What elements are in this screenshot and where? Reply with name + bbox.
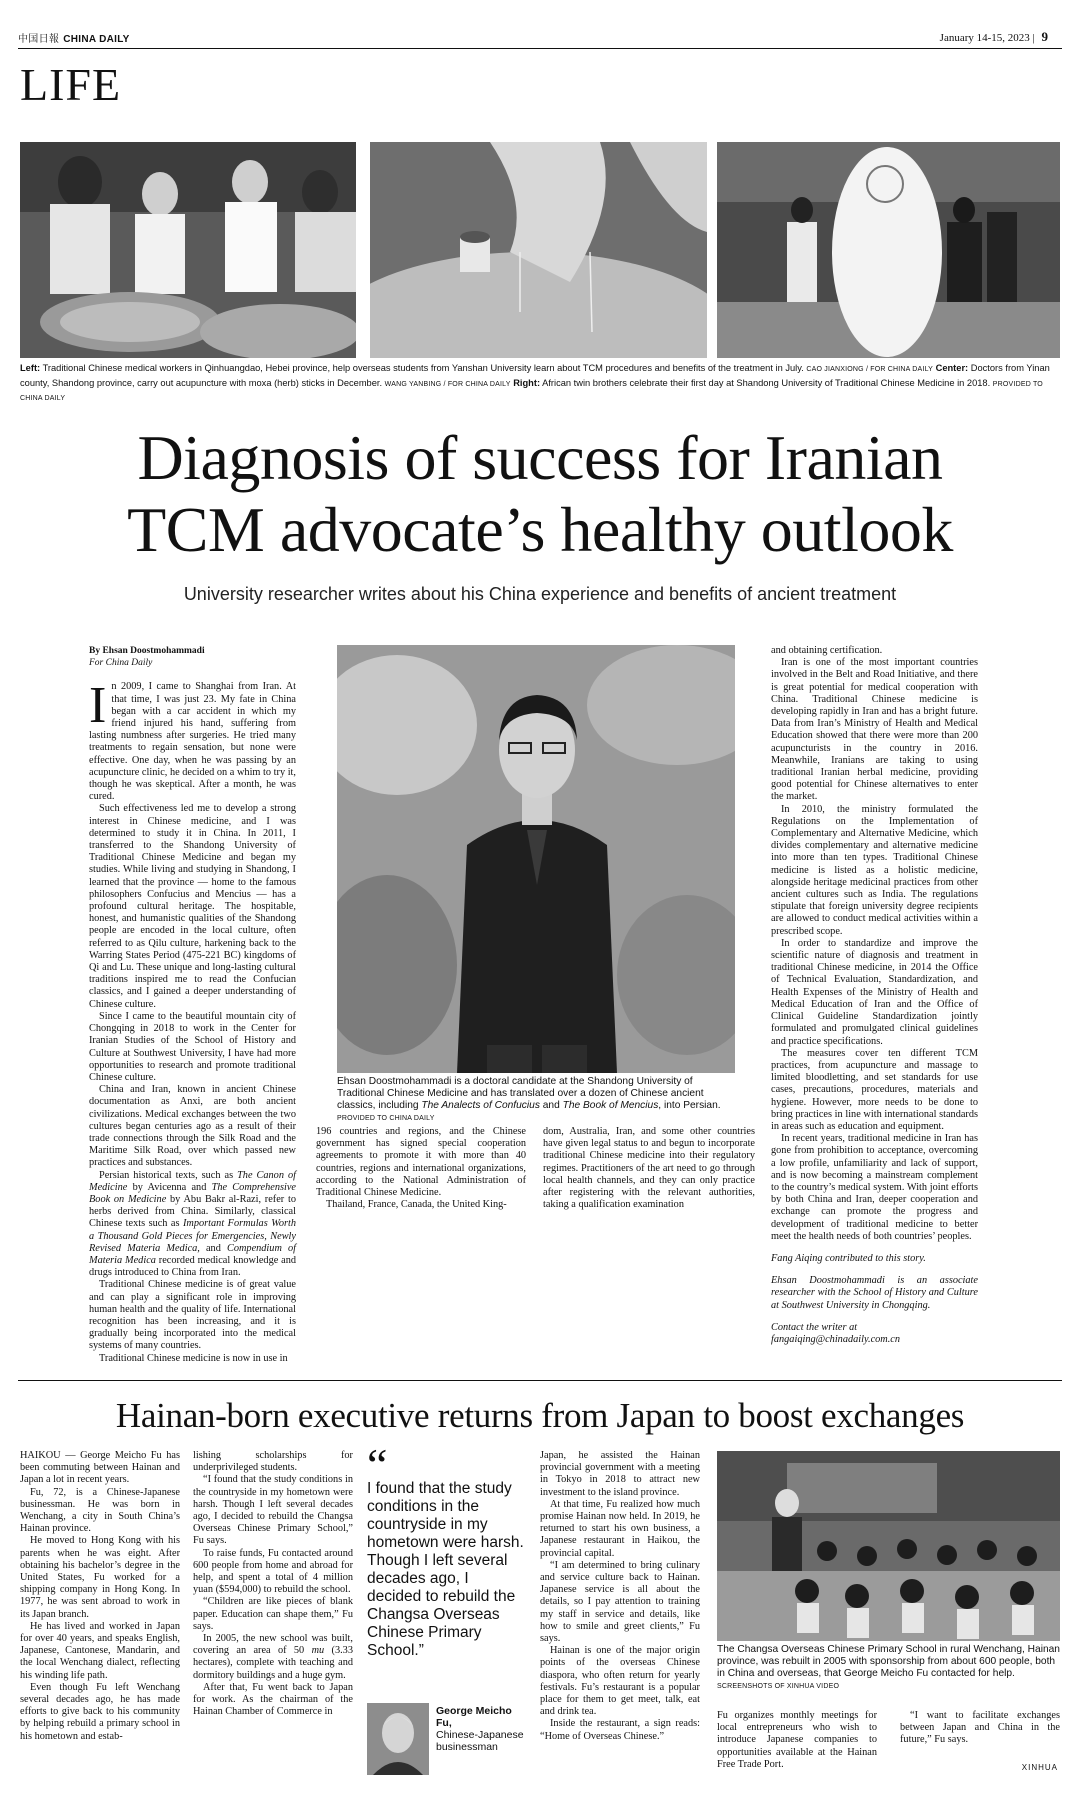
paragraph: Fu organizes monthly meetings for local entrepreneurs who wish to introduce Japanese companies to opportunities available at the Hainan Free Trade Port. [717,1710,877,1770]
quote-attribution [436,1705,528,1753]
story2-column-6 [900,1710,1060,1747]
photo-center-acupuncture [370,142,707,358]
section-title: LIFE [20,59,122,110]
paragraph: In recent years, traditional medicine in Iran has gone from prohibition to acceptance, overcoming a low profile, unfamiliarity and lack of support, and is now becoming a mainstream complement to the country’s medical system. With joint efforts by both China and Iran, deeper cooperation and exchange can promote the progress and development of traditional medicine to better meet the health needs of both countries’ peoples. [771,1133,978,1242]
caption-center-text: Doctors from Yinan county, Shandong province, carry out acupuncture with moxa (herb) sticks in December. [20,363,1050,388]
text-run: by Avicenna and [127,1181,212,1193]
author-bio: Ehsan Doostmohammadi is an associate researcher with the School of History and Culture at Southwest University in Chongqing. [771,1275,978,1311]
paragraph: “I found that the study conditions in the countryside in my hometown were harsh. Though I left several decades ago, I decided to rebuild the Changsa Overseas Chinese Primary School,” Fu says. [193,1474,353,1547]
dropcap: I [89,677,107,735]
page-number: 9 [1041,29,1048,44]
paragraph [89,1170,296,1280]
paragraph: Traditional Chinese medicine is now in use in [99,1352,288,1364]
text-run: and [199,1242,227,1254]
paragraph: China and Iran, known in ancient Chinese documentation as Anxi, are both ancient civilizations. Medical exchanges between the two cultures began centuries ago as a result of their trade connections through the Silk Road and the Maritime Silk Road, over which passed new practices and substances. [89,1084,296,1169]
caption-left-label: Left: [20,363,41,373]
byline: By Ehsan Doostmohammadi [89,646,205,656]
date-text: January 14-15, 2023 [939,32,1030,44]
paragraph-text: n 2009, I came to Shanghai from Iran. At that time, I was just 23. My fate in China began with a car accident in which my friend injured his hand, suffering from lasting numbness after surgeries. He tried many treatments to regain sensation, but none were effective. One day, when he was passing by an acupuncture clinic, he decided on a whim to try it, though he was skeptical. After a month, he was cured. [89,681,296,803]
text-run: by Abu Bakr al-Razi, refer to herbs derived from China. Similarly, classical Chinese texts such as [89,1193,296,1230]
caption-left-credit: CAO JIANXIONG / FOR CHINA DAILY [806,366,934,373]
paragraph [89,677,296,803]
top-photos-caption [20,362,1060,406]
portrait-caption [337,1076,735,1125]
caption-right-label: Right: [513,377,541,388]
story1-column-4 [771,645,978,1346]
paragraph: dom, Australia, Iran, and some other countries have given legal status to and begun to incorporate traditional Chinese medicine into their regulatory regimes. Practitioners of the art need to go through local health channels, and they can only practice after registering with the relevant authorities, taking a qualification examination [543,1126,755,1211]
paragraph: Japan, he assisted the Hainan provincial government with a meeting in Tokyo in 2018 to attract new investment to the island province. [540,1450,700,1498]
classroom-credit: SCREENSHOTS OF XINHUA VIDEO [717,1683,840,1690]
story2-column-2 [193,1450,353,1718]
story-divider [18,1380,1062,1381]
caption-center-label: Center: [935,363,969,373]
paragraph: He has lived and worked in Japan for over 40 years, and speaks English, Japanese, Cantonese, Mandarin, and the local Wenchang dialect, reflecting his winding life path. [20,1620,180,1681]
headline-line-1: Diagnosis of success for Iranian [137,422,943,493]
story2-column-1 [20,1450,180,1743]
story2-column-4 [540,1450,700,1743]
photo-right-twins [717,142,1060,358]
headline-line-2: TCM advocate’s healthy outlook [127,494,953,565]
paragraph [193,1633,353,1682]
agency-credit: XINHUA [1021,1763,1058,1772]
header-rule [18,48,1062,49]
paragraph: The measures cover ten different TCM practices, from acupuncture and massage to limited bloodletting, and set standards for use cases, precautions, procedures, materials and hygiene. However, more needs to be done to bring practices in line with international standards in areas such as education and equipment. [771,1047,978,1132]
byline-affiliation: For China Daily [89,658,153,669]
caption-text: Ehsan Doostmohammadi is a doctoral candidate at the Shandong University of Traditional Chinese Medicine and has translated over a dozen of Chinese ancient classics, including [337,1076,704,1111]
caption-text: and [539,1100,563,1111]
paragraph: In 2010, the ministry formulated the Regulations on the Implementation of Complementary and Alternative Medicine, which divides complementary and alternative medicine into more than ten types. Traditional Chinese medicine is listed as a holistic medicine, alongside heritage medicinal practices from other ancient cultures such as India. The regulations stipulate that foreign university degree recipients are allowed to conduct medical activities within a prescribed scope. [771,803,978,937]
paragraph: Inside the restaurant, a sign reads: “Home of Overseas Chinese.” [540,1718,700,1742]
story1-column-1 [89,645,296,1365]
paragraph: Since I came to the beautiful mountain city of Chongqing in 2018 to work in the Center for Iranian Studies of the School of History and Culture at Southwest University, I have had more opportunities to research and promote traditional Chinese culture. [89,1010,296,1083]
story1-column-3 [543,1126,755,1211]
text-run: (3.33 hectares), complete with teaching and dormitory buildings and a huge gym. [193,1645,353,1681]
paragraph: Thailand, France, Canada, the United King- [326,1199,507,1211]
quote-mark-icon: “ [367,1439,388,1490]
caption-text: , into Persian. [658,1100,721,1111]
contact-email[interactable]: fangaiqing@chinadaily.com.cn [771,1333,901,1345]
caption-center-credit: WANG YANBING / FOR CHINA DAILY [384,380,511,388]
paragraph: 196 countries and regions, and the Chinese government has signed special cooperation agreements to promote it with more than 40 countries, regions and international organizations, according to the National Administration of Traditional Chinese Medicine. [316,1126,526,1199]
quote-headshot [367,1703,429,1775]
text-run: recorded medical knowledge and drugs introduced to China from Iran. [89,1254,297,1279]
masthead-logo [18,30,130,45]
caption-right-text: African twin brothers celebrate their first day at Shandong University of Traditional Chinese Medicine in 2018. [542,377,991,388]
text-run: In 2005, the new school was built, covering an area of 50 [193,1633,353,1657]
book-title: The Canon of Medicine [89,1169,296,1193]
paragraph: “Children are like pieces of blank paper. Education can shape them,” Fu says. [193,1596,353,1632]
contact-label: Contact the writer at [771,1321,858,1333]
quote-name: George Meicho Fu, [436,1705,512,1729]
paragraph: and obtaining certification. [771,645,883,656]
paragraph: HAIKOU — George Meicho Fu has been commuting between Hainan and Japan a lot in recent years. [20,1450,180,1486]
book-title: Compendium of Materia Medica [89,1242,297,1266]
paragraph: After that, Fu went back to Japan for work. As the chairman of the Hainan Chamber of Commerce in [193,1681,353,1718]
logo-chinese: 中国日報 [18,34,60,45]
paragraph: In order to standardize and improve the scientific nature of diagnosis and treatment in traditional Chinese medicine, in 2014 the Office of Technical Evaluation, Standardization, and Health Expenses of the Ministry of Health and Medical Education of Iran and the Office of Clinical Guideline Standardization jointly formulated and promulgated clinical guidelines and practice specifications. [771,937,978,1047]
story2-headline: Hainan-born executive returns from Japan to boost exchanges [115,1396,965,1435]
book-title: The Book of Mencius [562,1100,659,1111]
paragraph: At that time, Fu realized how much promise Hainan now held. In 2019, he returned to start his own business, a Japanese restaurant in Haikou, the provincial capital. [540,1498,700,1559]
pull-quote-text: I found that the study conditions in the countryside in my hometown were harsh. Though I left several decades ago, I decided to rebuild the Changsa Overseas Chinese Primary School.” [367,1480,524,1659]
caption-left-text: Traditional Chinese medical workers in Qinhuangdao, Hebei province, help overseas students from Yanshan University learn about TCM procedures and benefits of the treatment in July. [42,363,804,373]
main-deck: University researcher writes about his China experience and benefits of ancient treatment [183,584,897,604]
paragraph: “I want to facilitate exchanges between Japan and China in the future,” Fu says. [900,1710,1060,1746]
paragraph: Hainan is one of the major origin points of the overseas Chinese diaspora, who often return for yearly festivals. Fu’s restaurant is a popular place for them to get meet, talk, eat and drink tea. [540,1645,700,1718]
photo-left-students [20,142,356,358]
text-run: Persian historical texts, such as [99,1169,238,1181]
story1-column-2 [316,1126,526,1211]
photo-classroom [717,1451,1060,1641]
classroom-caption [717,1644,1060,1693]
paragraph: Such effectiveness led me to develop a strong interest in Chinese medicine, and I was determined to study it in China. In 2011, I transferred to the Shandong University of Traditional Chinese Medicine and began my studies. While living and studying in Shandong, I learned that the province — home to the famous philosophers Confucius and Mencius — has a profound cultural heritage. The hospitable, honest, and humanistic qualities of the Shandong people are encoded in the local culture, often referred to as Qilu culture, harkening back to the Warring States Period (475-221 BC) kingdoms of Qi and Lu. These unique and long-lasting cultural traditions inspired me to read the Confucian classics, and I gained a deeper understanding of Chinese culture. [89,803,296,1010]
book-title: Important Formulas Worth a Thousand Gold Pieces for Emergencies, Newly Revised Materia Medica, [89,1218,296,1254]
logo-text: CHINA DAILY [63,34,130,45]
main-headline [0,422,1080,566]
paragraph: Iran is one of the most important countries involved in the Belt and Road Initiative, and there is great potential for medical cooperation with China. Traditional Chinese medicine is developing rapidly in Iran and has a bright future. Data from Iran’s Ministry of Health and Medical Education showed that there were more than 200 acupuncturists in the country in 2016. Meanwhile, Iranians are taking to using traditional Iranian herbal medicine, providing good potential for Chinese alternatives to enter the market. [771,657,978,803]
portrait-credit: PROVIDED TO CHINA DAILY [337,1115,435,1122]
photo-portrait [337,645,735,1073]
book-title: The Comprehensive Book on Medicine [89,1181,296,1205]
quote-title: Chinese-Japanese businessman [436,1729,524,1753]
caption-right-credit: PROVIDED TO CHINA DAILY [20,380,1043,402]
caption-text: The Changsa Overseas Chinese Primary School in rural Wenchang, Hainan province, was rebuilt in 2005 with sponsorship from about 600 people, both in China and overseas, that George Meicho Fu contacted for help. [717,1644,1060,1679]
paragraph: He moved to Hong Kong with his parents when he was eight. After obtaining his bachelor’s degree in the United States, Fu worked for a shipping company in Hong Kong. In 1977, he was sent abroad to work in its Japan branch. [20,1535,180,1620]
paragraph: Fu, 72, is a Chinese-Japanese businessman. He was born in Wenchang, a city in South China’s Hainan province. [20,1486,180,1535]
pull-quote [367,1439,527,1660]
paragraph: Traditional Chinese medicine is of great value and can play a significant role in improving human health and the quality of life. International recognition has been increasing, and it is gradually being incorporated into the medical systems of many countries. [89,1279,296,1352]
paragraph: To raise funds, Fu contacted around 600 people from home and abroad for help, and spent a total of 4 million yuan ($594,000) to rebuild the school. [193,1547,353,1596]
contributor-note: Fang Aiqing contributed to this story. [771,1252,926,1264]
book-title: The Analects of Confucius [421,1100,540,1111]
paragraph: lishing scholarships for underprivileged students. [193,1450,353,1474]
page-date: January 14-15, 2023 | 9 [939,29,1048,44]
story2-column-5 [717,1710,877,1771]
paragraph: Even though Fu left Wenchang several decades ago, he has made efforts to give back to his community by helping rebuild a primary school in his hometown and estab- [20,1681,180,1742]
unit-term: mu [311,1645,325,1657]
paragraph: “I am determined to bring culinary and service culture back to Hainan. Japanese service is all about the details, so I pay attention to training my staff in service and details, like how to smile and greet clients,” Fu says. [540,1559,700,1645]
